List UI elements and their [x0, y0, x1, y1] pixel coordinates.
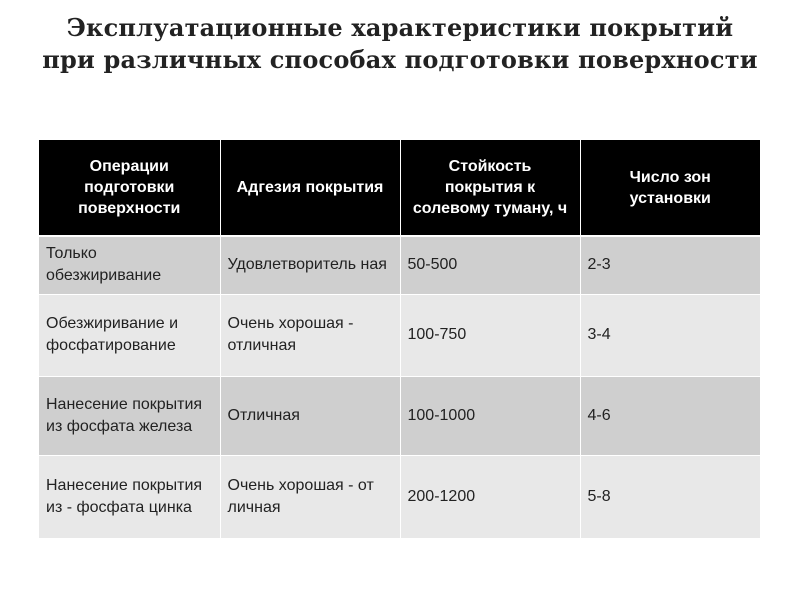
cell-adhesion: Очень хорошая - от личная — [220, 455, 400, 538]
table-header — [39, 140, 760, 236]
table-row — [39, 455, 760, 538]
header-zone-count: Число зон установки — [580, 140, 760, 236]
cell-operation: Обезжиривание и фосфатирование — [39, 294, 220, 376]
cell-adhesion: Отличная — [220, 376, 400, 455]
header-operations: Операции подготовки поверхности — [39, 140, 220, 236]
table-row — [39, 294, 760, 376]
cell-resistance: 100-1000 — [400, 376, 580, 455]
header-adhesion: Адгезия покрытия — [220, 140, 400, 236]
cell-zones: 3-4 — [580, 294, 760, 376]
title-line-2: при различных способах подготовки поверхности — [42, 45, 758, 74]
cell-operation: Только обезжиривание — [39, 236, 220, 294]
cell-operation: Нанесение покрытия из фосфата железа — [39, 376, 220, 455]
cell-adhesion: Удовлетворитель ная — [220, 236, 400, 294]
table-body — [39, 236, 760, 538]
table-row — [39, 376, 760, 455]
cell-zones: 5-8 — [580, 455, 760, 538]
characteristics-table — [39, 140, 760, 539]
cell-operation: Нанесение покрытия из - фосфата цинка — [39, 455, 220, 538]
cell-zones: 2-3 — [580, 236, 760, 294]
cell-resistance: 100-750 — [400, 294, 580, 376]
cell-zones: 4-6 — [580, 376, 760, 455]
slide-title — [0, 12, 800, 76]
header-row — [39, 140, 760, 236]
title-line-1: Эксплуатационные характеристики покрытий — [66, 13, 734, 42]
cell-adhesion: Очень хорошая - отличная — [220, 294, 400, 376]
cell-resistance: 50-500 — [400, 236, 580, 294]
cell-resistance: 200-1200 — [400, 455, 580, 538]
table-row — [39, 236, 760, 294]
header-salt-fog-resistance: Стойкость покрытия к солевому туману, ч — [400, 140, 580, 236]
